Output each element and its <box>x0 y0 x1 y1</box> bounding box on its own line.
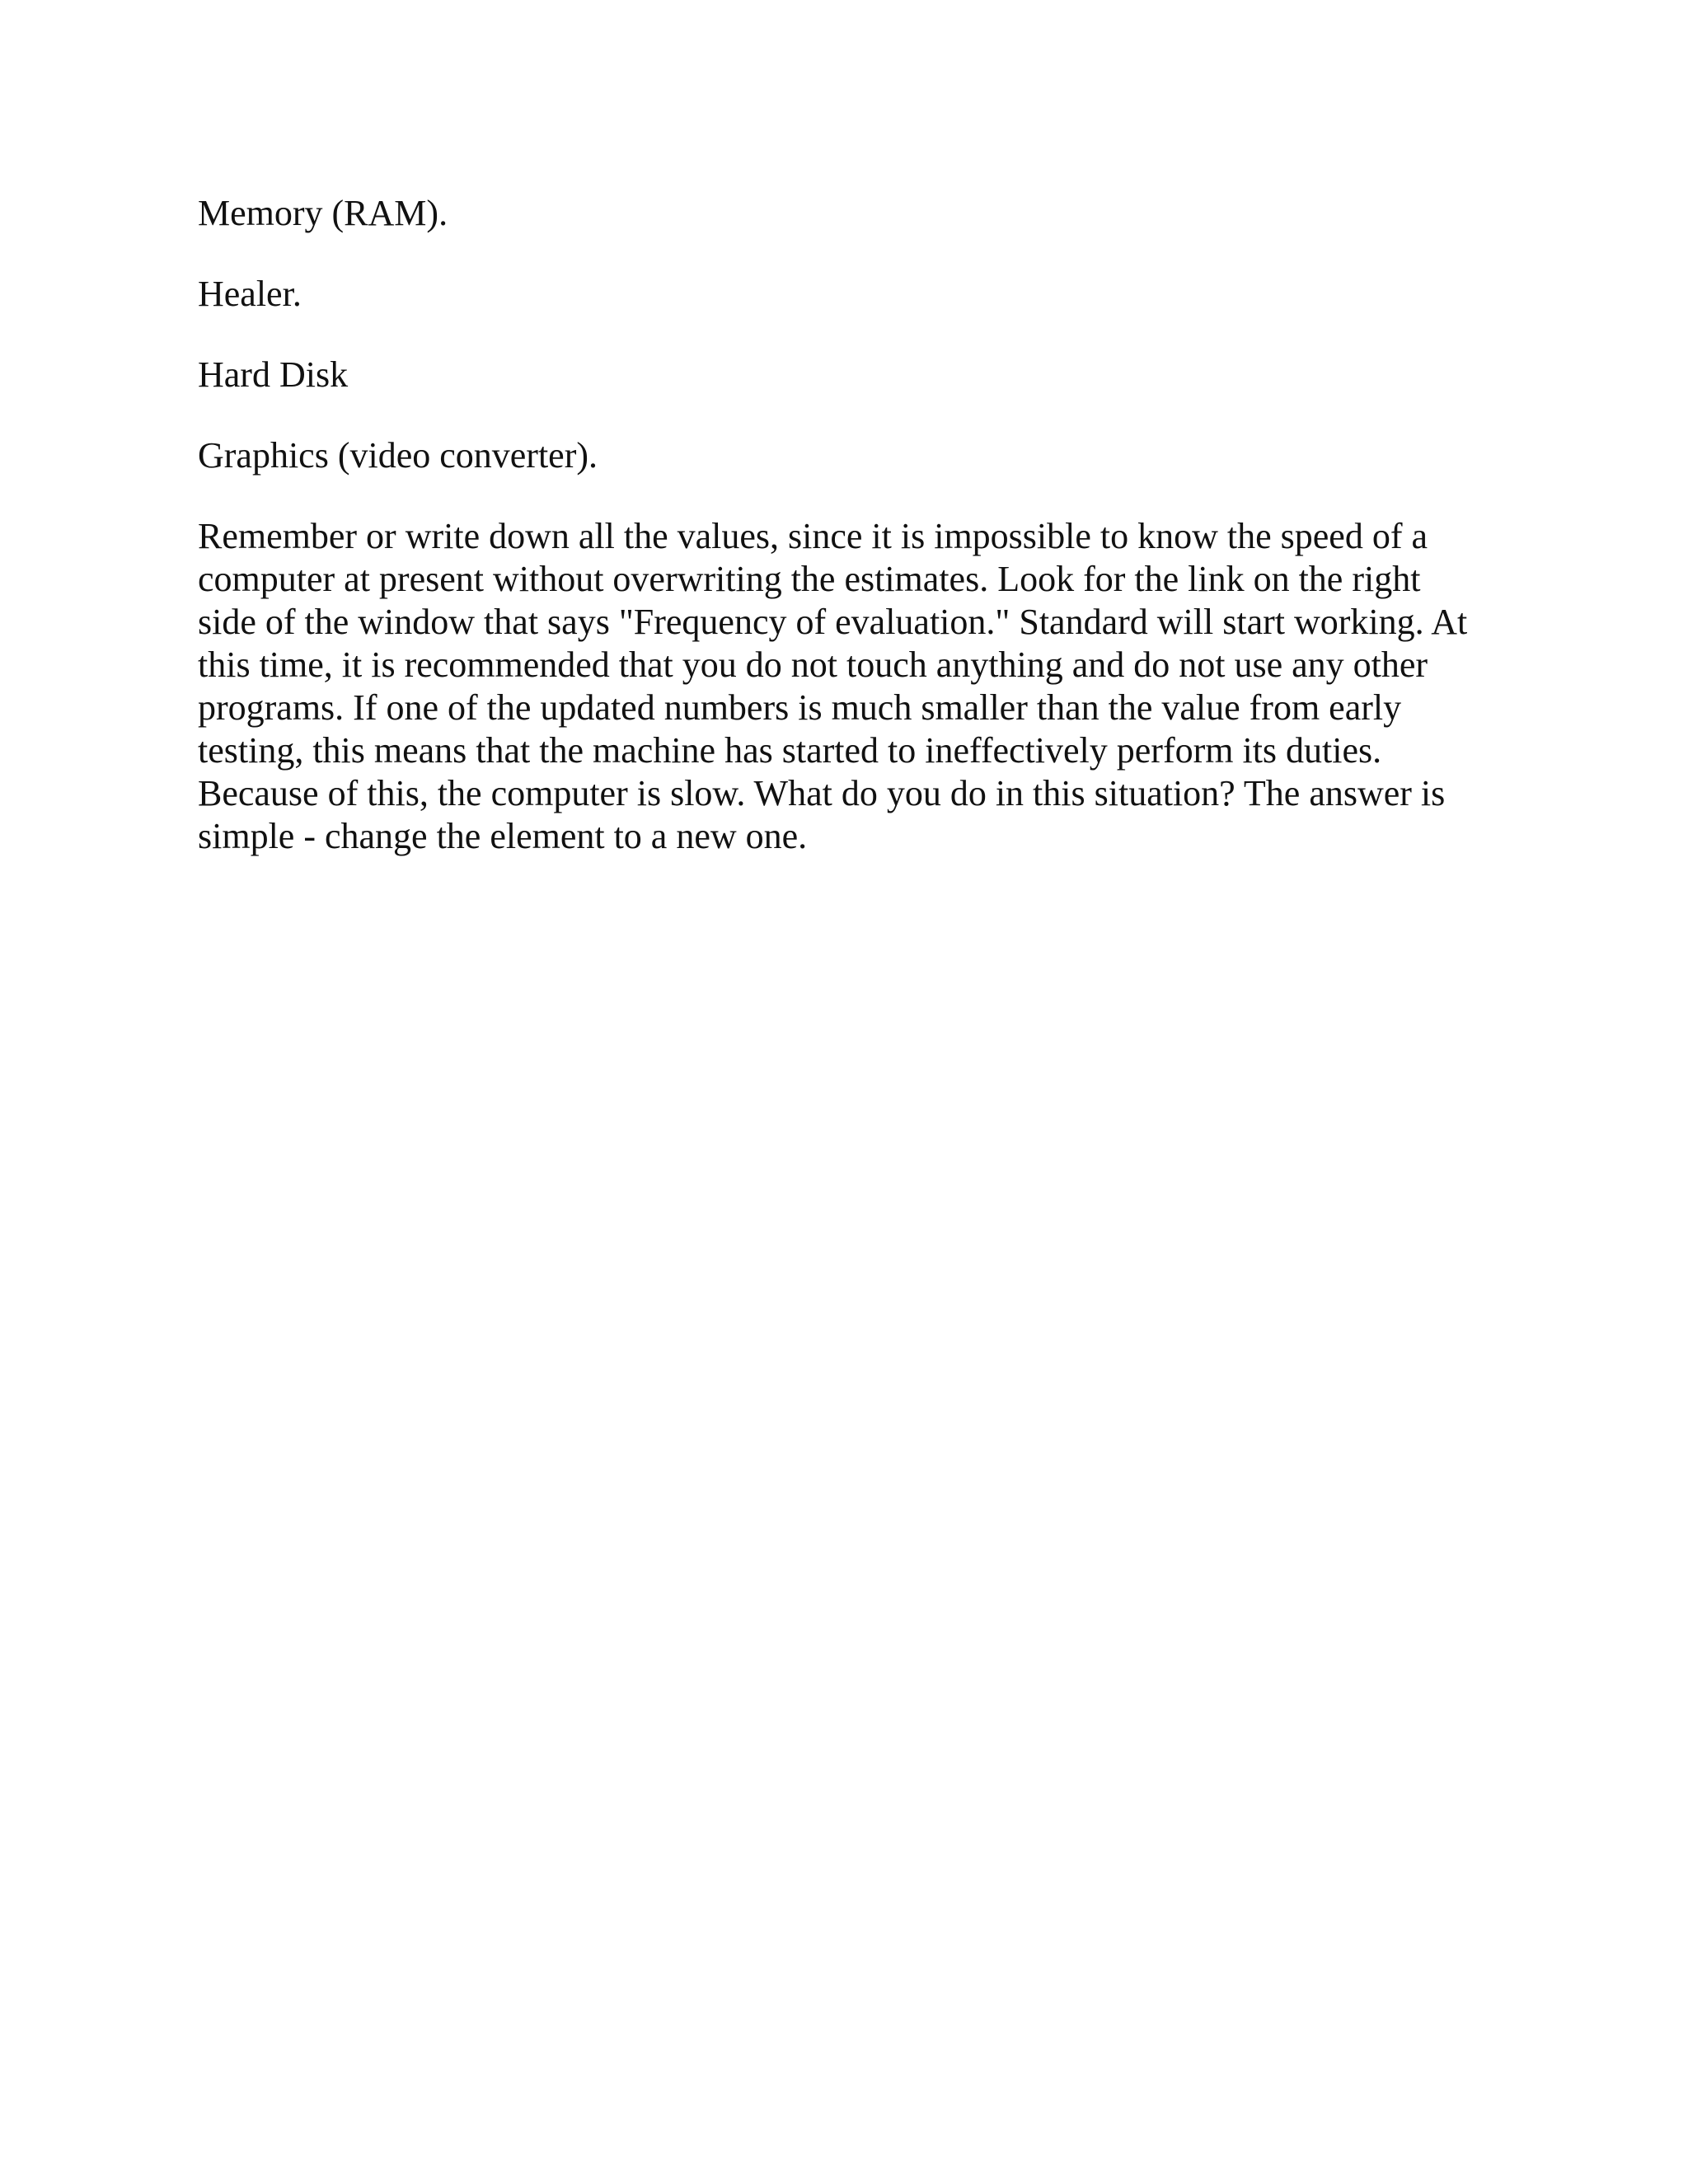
list-item-graphics: Graphics (video converter). <box>198 435 598 476</box>
list-item-healer: Healer. <box>198 274 302 314</box>
document-body <box>198 192 1484 858</box>
list-item-memory: Memory (RAM). <box>198 193 448 233</box>
list-item-hard-disk: Hard Disk <box>198 354 349 395</box>
body-paragraph: Remember or write down all the values, since it is impossible to know the speed of a computer at present without overwriting the estimates. Look for the link on the right side of the window that says "Frequency of evaluation." Standard will start working. At this time, it is recommended that you do not touch anything and do not use any other programs. If one of the updated numbers is much smaller than the value from early testing, this means that the machine has started to ineffectively perform its duties. Because of this, the computer is slow. What do you do in this situation? The answer is simple - change the element to a new one. <box>198 516 1468 856</box>
